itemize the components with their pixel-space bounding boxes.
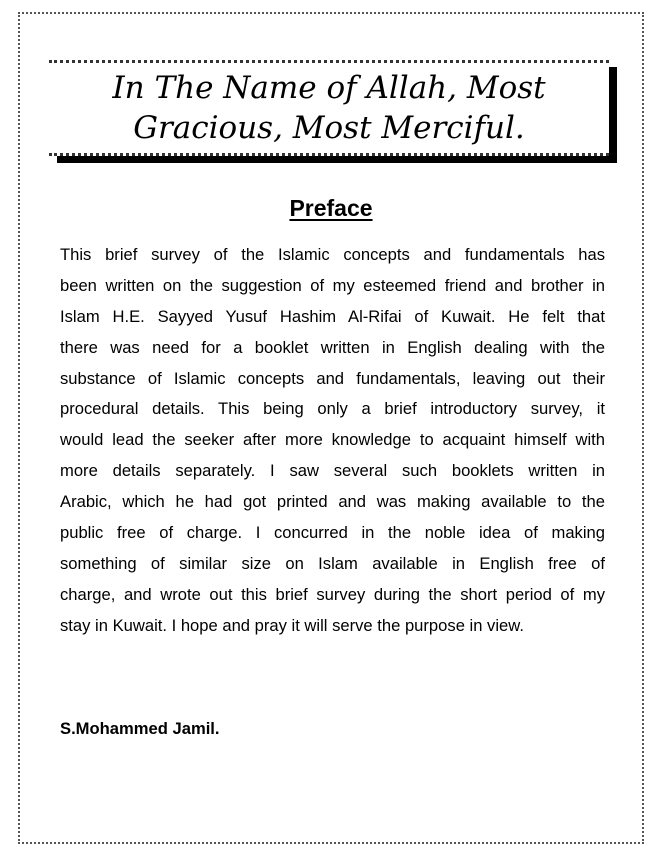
body-line: This brief survey of the Islamic concepts and fundamentals has <box>60 245 605 264</box>
body-line: public free of charge. I concurred in the noble idea of making <box>60 523 605 543</box>
body-line: been written on the suggestion of my esteemed friend and brother in <box>60 275 605 295</box>
body-line: charge, and wrote out this brief survey during the short period of my <box>60 584 605 604</box>
banner-line-1: In The Name of Allah, Most <box>112 70 546 106</box>
body-line: would lead the seeker after more knowledge to acquaint himself with <box>60 430 605 450</box>
body-line: procedural details. This being only a brief introductory survey, it <box>60 399 605 419</box>
signature: S.Mohammed Jamil. <box>60 719 220 738</box>
body-line: something of similar size on Islam available in English free of <box>60 553 605 573</box>
body-line: substance of Islamic concepts and fundamentals, leaving out their <box>60 368 605 388</box>
preface-body <box>60 240 605 642</box>
body-line: Islam H.E. Sayyed Yusuf Hashim Al-Rifai of Kuwait. He felt that <box>60 306 605 326</box>
body-line: more details separately. I saw several such booklets written in <box>60 461 605 481</box>
page-title: Preface <box>289 195 373 221</box>
bismillah-banner <box>49 60 609 156</box>
body-line: stay in Kuwait. I hope and pray it will serve the purpose in view. <box>60 615 524 635</box>
body-line: Arabic, which he had got printed and was making available to the <box>60 492 605 512</box>
banner-line-2: Gracious, Most Merciful. <box>133 110 525 146</box>
body-line: there was need for a booklet written in English dealing with the <box>60 337 605 357</box>
